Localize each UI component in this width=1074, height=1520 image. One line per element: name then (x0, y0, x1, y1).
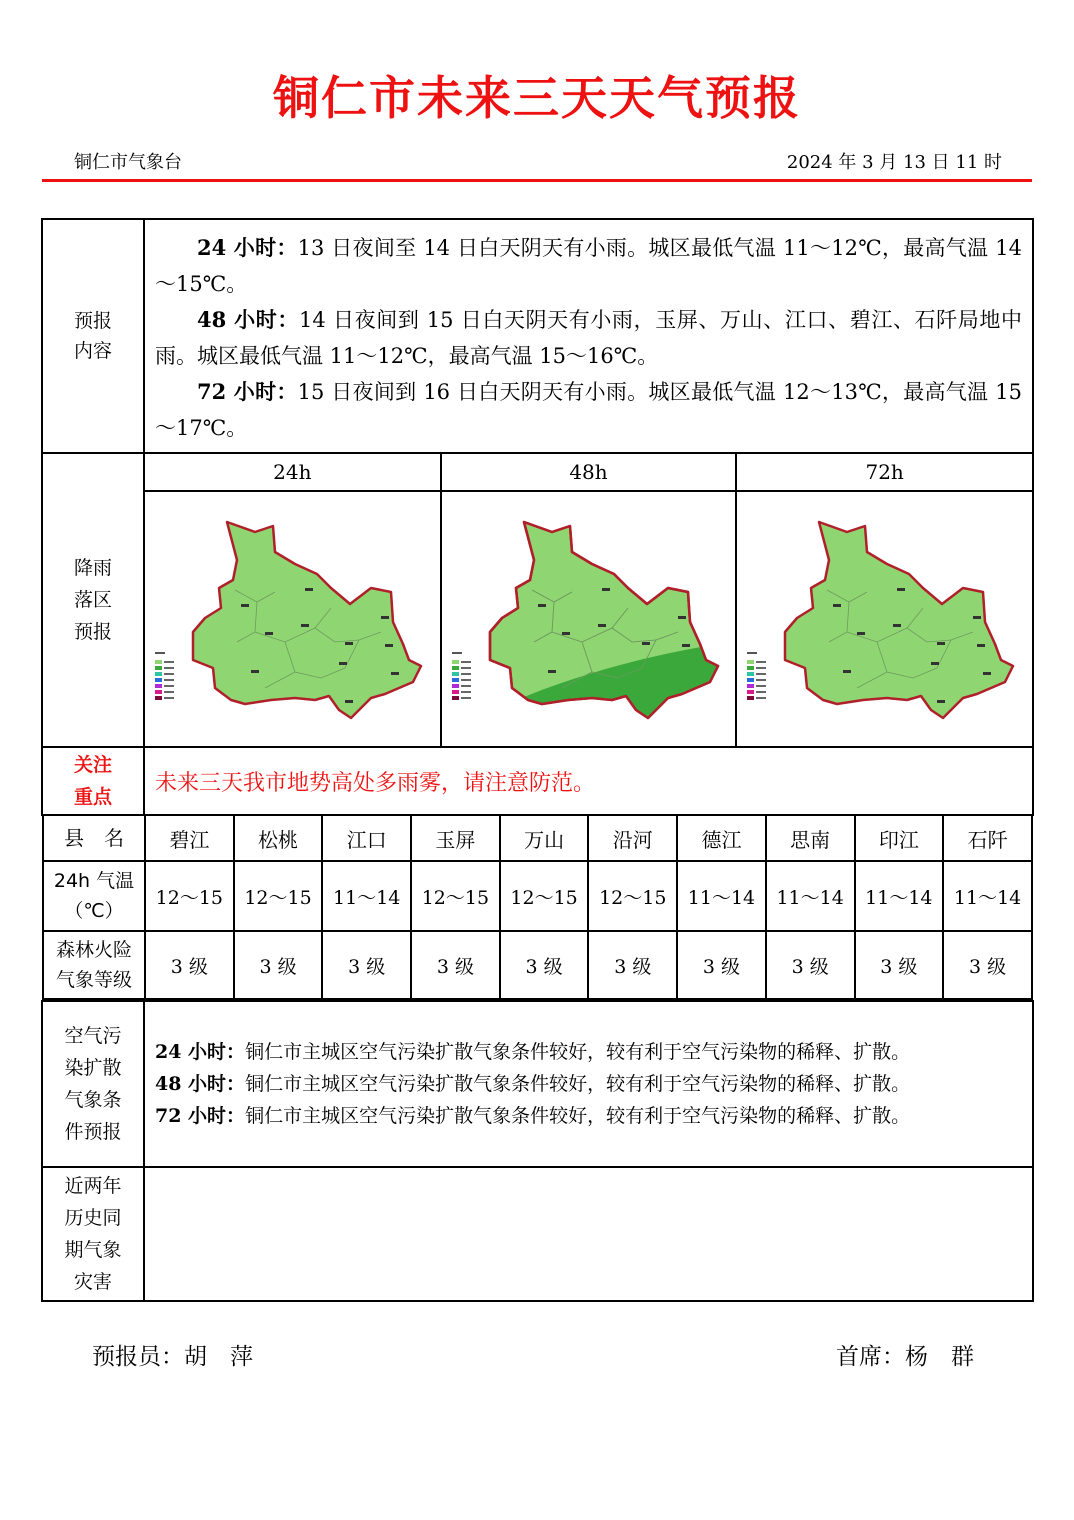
attention-text: 未来三天我市地势高处多雨雾，请注意防范。 (155, 770, 596, 796)
forecast-table (41, 218, 1034, 1302)
air-row (42, 1001, 1033, 1167)
map-24h-image (145, 492, 439, 746)
header-divider (42, 179, 1032, 182)
map-header-72h: 72h (736, 454, 1032, 491)
map-header-48h: 48h (441, 454, 737, 491)
history-row (42, 1167, 1033, 1301)
rain-map-72h (736, 491, 1032, 746)
county-rows (42, 815, 1033, 1001)
temperature-value: 12～15 (588, 861, 677, 931)
county-name: 松桃 (234, 816, 323, 861)
fire-risk-value: 3 级 (322, 931, 411, 999)
temperature-value: 12～15 (145, 861, 234, 931)
county-name: 碧江 (145, 816, 234, 861)
fire-risk-label: 森林火险气象等级 (43, 931, 145, 999)
attention-label: 关注重点 (42, 747, 144, 815)
fire-risk-value: 3 级 (234, 931, 323, 999)
county-table (42, 816, 1033, 1000)
rain-map-grid (145, 454, 1032, 746)
temperature-label: 24h 气温（℃） (43, 861, 145, 931)
fire-risk-value: 3 级 (855, 931, 944, 999)
issuer: 铜仁市气象台 (74, 152, 182, 173)
fire-risk-value: 3 级 (411, 931, 500, 999)
county-name: 万山 (500, 816, 589, 861)
county-name: 玉屏 (411, 816, 500, 861)
fire-risk-row (43, 931, 1032, 999)
county-name: 德江 (677, 816, 766, 861)
temperature-value: 11～14 (943, 861, 1032, 931)
rain-map-label: 降雨落区预报 (42, 453, 144, 747)
page-title: 铜仁市未来三天天气预报 (273, 71, 801, 125)
forecast-24h: 24 小时：13 日夜间至 14 日白天阴天有小雨。城区最低气温 11～12℃，最高气温 14～15℃。 (155, 235, 1022, 296)
temperature-value: 12～15 (234, 861, 323, 931)
temperature-value: 11～14 (766, 861, 855, 931)
temperature-value: 11～14 (677, 861, 766, 931)
county-name: 江口 (322, 816, 411, 861)
forecaster: 预报员：胡 萍 (92, 1344, 253, 1370)
fire-risk-value: 3 级 (943, 931, 1032, 999)
county-name: 石阡 (943, 816, 1032, 861)
county-name: 思南 (766, 816, 855, 861)
county-name: 印江 (855, 816, 944, 861)
chief-forecaster: 首席：杨 群 (836, 1344, 974, 1370)
issue-time: 2024 年 3 月 13 日 11 时 (786, 152, 1002, 173)
fire-risk-value: 3 级 (677, 931, 766, 999)
fire-risk-value: 3 级 (766, 931, 855, 999)
history-label: 近两年历史同期气象灾害 (42, 1167, 144, 1301)
fire-risk-value: 3 级 (500, 931, 589, 999)
air-48h: 48 小时：铜仁市主城区空气污染扩散气象条件较好，较有利于空气污染物的稀释、扩散。 (155, 1073, 911, 1095)
county-label: 县 名 (43, 816, 145, 861)
fire-risk-value: 3 级 (588, 931, 677, 999)
map-header-24h: 24h (145, 454, 441, 491)
rain-map-48h (441, 491, 737, 746)
forecast-row (42, 219, 1033, 453)
fire-risk-value: 3 级 (145, 931, 234, 999)
attention-row (42, 747, 1033, 815)
forecast-content (145, 220, 1032, 452)
temperature-value: 12～15 (411, 861, 500, 931)
temperature-value: 11～14 (322, 861, 411, 931)
air-24h: 24 小时：铜仁市主城区空气污染扩散气象条件较好，较有利于空气污染物的稀释、扩散。 (155, 1041, 911, 1063)
air-label: 空气污染扩散气象条件预报 (42, 1001, 144, 1167)
county-name-row (43, 816, 1032, 861)
temperature-value: 11～14 (855, 861, 944, 931)
forecast-72h: 72 小时：15 日夜间到 16 日白天阴天有小雨。城区最低气温 12～13℃，最高气温 15～17℃。 (155, 379, 1022, 440)
rain-map-24h (145, 491, 441, 746)
forecast-label: 预报内容 (42, 219, 144, 453)
air-content (145, 1036, 1032, 1132)
forecast-48h: 48 小时：14 日夜间到 15 日白天阴天有小雨，玉屏、万山、江口、碧江、石阡局地中雨。城区最低气温 11～12℃，最高气温 15～16℃。 (155, 307, 1022, 368)
map-48h-image (442, 492, 736, 746)
map-72h-image (737, 492, 1031, 746)
temperature-row (43, 861, 1032, 931)
county-name: 沿河 (588, 816, 677, 861)
air-72h: 72 小时：铜仁市主城区空气污染扩散气象条件较好，较有利于空气污染物的稀释、扩散。 (155, 1105, 911, 1127)
rain-map-row (42, 453, 1033, 747)
temperature-value: 12～15 (500, 861, 589, 931)
history-content (144, 1167, 1033, 1301)
